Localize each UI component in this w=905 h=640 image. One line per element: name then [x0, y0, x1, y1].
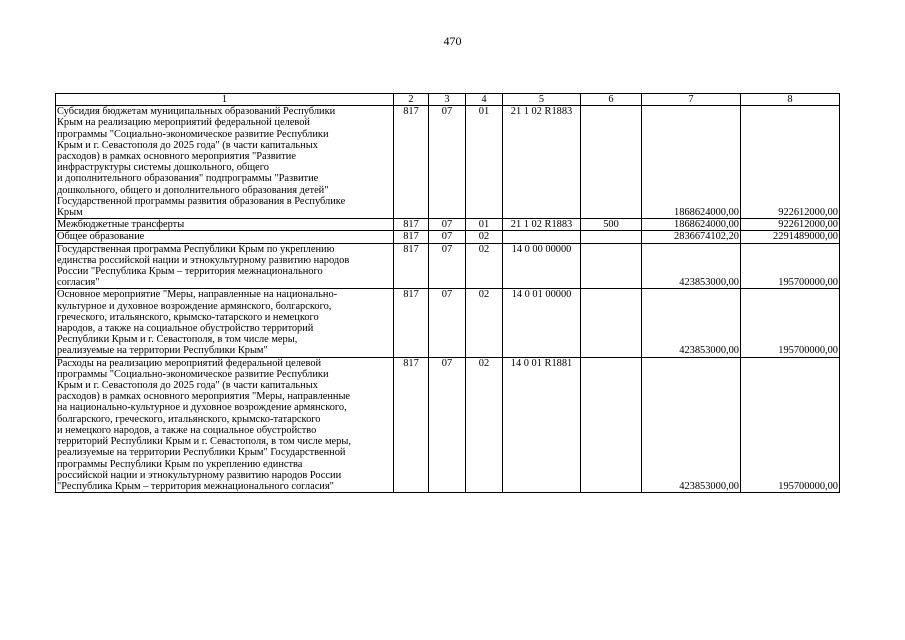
cell-ministry-code: 817: [394, 357, 429, 492]
cell-target-article: 14 0 01 00000: [503, 289, 581, 357]
column-header: 7: [642, 94, 741, 106]
row-description: [56, 106, 394, 219]
table-row: [56, 357, 840, 492]
cell-amount-year-1: 2836674102,20: [642, 231, 741, 243]
description-line: территорий Республики Крым и г. Севастополя, в том числе меры,: [57, 436, 351, 448]
cell-amount-year-1: 1868624000,00: [642, 219, 741, 231]
description-line: реализуемые на территории Республики Крым": [57, 345, 268, 357]
cell-amount-year-2: 195700000,00: [741, 243, 840, 289]
row-description: [56, 231, 394, 243]
description-line: греческого, итальянского, крымско-татарского и немецкого: [57, 311, 319, 323]
cell-section: 07: [429, 357, 466, 492]
description-line: Государственной программы развития образования в Республике: [57, 195, 346, 207]
description-line: и немецкого народов, а также на социальное обустройство: [57, 424, 317, 436]
cell-amount-year-1: 423853000,00: [642, 243, 741, 289]
cell-subsection: 02: [466, 357, 503, 492]
cell-target-article: 21 1 02 R1883: [503, 219, 581, 231]
description-line: расходов) в рамках основного мероприятия "Развитие: [57, 151, 296, 163]
description-line: Расходы на реализацию мероприятий федеральной целевой: [57, 357, 322, 369]
description-line: единства российской нации и этнокультурному развитию народов: [57, 254, 350, 266]
description-line: Основное мероприятие "Меры, направленные на национально-: [57, 289, 338, 301]
description-line: программы "Социально-экономическое развитие Республики: [57, 128, 329, 140]
cell-ministry-code: 817: [394, 231, 429, 243]
cell-subsection: 01: [466, 219, 503, 231]
column-header: 2: [394, 94, 429, 106]
cell-subsection: 02: [466, 289, 503, 357]
row-description: [56, 219, 394, 231]
cell-expense-type: 500: [581, 219, 642, 231]
column-header: 4: [466, 94, 503, 106]
row-description: [56, 289, 394, 357]
table-row: [56, 219, 840, 231]
cell-amount-year-2: 195700000,00: [741, 357, 840, 492]
cell-expense-type: [581, 231, 642, 243]
description-line: народов, а также на социальное обустройство территорий: [57, 323, 314, 335]
description-line: Межбюджетные трансферты: [57, 219, 185, 231]
description-line: Республики Крым и г. Севастополя, в том числе меры,: [57, 334, 298, 346]
cell-subsection: 02: [466, 243, 503, 289]
description-line: России "Республика Крым – территория межнационального: [57, 266, 323, 278]
cell-section: 07: [429, 219, 466, 231]
description-line: культурное и духовное возрождение армянского, болгарского,: [57, 300, 332, 312]
cell-expense-type: [581, 289, 642, 357]
cell-ministry-code: 817: [394, 219, 429, 231]
cell-expense-type: [581, 357, 642, 492]
cell-ministry-code: 817: [394, 243, 429, 289]
page-number: 470: [443, 34, 462, 48]
table-row: [56, 231, 840, 243]
cell-amount-year-1: 423853000,00: [642, 357, 741, 492]
description-line: расходов) в рамках основного мероприятия "Меры, направленные: [57, 391, 351, 403]
description-line: реализуемые на территории Республики Крым" Государственной: [57, 447, 346, 459]
description-line: дошкольного, общего и дополнительного образования детей": [57, 184, 329, 196]
description-line: "Республика Крым – территория межнационального согласия": [57, 480, 334, 492]
cell-ministry-code: 817: [394, 106, 429, 219]
column-header: 5: [503, 94, 581, 106]
description-line: российской нации и этнокультурному развитию народов России: [57, 469, 342, 481]
description-line: программы Республики Крым по укреплению единства: [57, 458, 303, 470]
column-header: 6: [581, 94, 642, 106]
cell-target-article: 21 1 02 R1883: [503, 106, 581, 219]
cell-target-article: 14 0 00 00000: [503, 243, 581, 289]
cell-target-article: 14 0 01 R1881: [503, 357, 581, 492]
table-header-row: [56, 94, 840, 106]
table-row: [56, 289, 840, 357]
description-line: Крым и г. Севастополя до 2025 года" (в части капитальных: [57, 139, 318, 151]
description-line: на национально-культурное и духовное возрождение армянского,: [57, 402, 347, 414]
cell-ministry-code: 817: [394, 289, 429, 357]
description-line: программы "Социально-экономическое развитие Республики: [57, 368, 329, 380]
table-row: [56, 106, 840, 219]
cell-subsection: 01: [466, 106, 503, 219]
row-description: [56, 243, 394, 289]
cell-section: 07: [429, 231, 466, 243]
description-line: согласия": [57, 277, 100, 289]
cell-section: 07: [429, 243, 466, 289]
cell-section: 07: [429, 289, 466, 357]
cell-amount-year-2: 922612000,00: [741, 106, 840, 219]
description-line: Общее образование: [57, 231, 145, 243]
description-line: Крым и г. Севастополя до 2025 года" (в части капитальных: [57, 380, 318, 392]
table-row: [56, 243, 840, 289]
cell-target-article: [503, 231, 581, 243]
budget-table: [55, 93, 840, 493]
description-line: Крым на реализацию мероприятий федеральной целевой: [57, 117, 310, 129]
description-line: Государственная программа Республики Крым по укреплению: [57, 243, 335, 255]
cell-section: 07: [429, 106, 466, 219]
column-header: 3: [429, 94, 466, 106]
cell-amount-year-1: 423853000,00: [642, 289, 741, 357]
description-line: инфраструктуры системы дошкольного, общего: [57, 162, 269, 174]
column-header: 1: [56, 94, 394, 106]
row-description: [56, 357, 394, 492]
cell-subsection: 02: [466, 231, 503, 243]
cell-expense-type: [581, 106, 642, 219]
description-line: болгарского, греческого, итальянского, крымско-татарского: [57, 413, 321, 425]
cell-amount-year-1: 1868624000,00: [642, 106, 741, 219]
description-line: Субсидия бюджетам муниципальных образований Республики: [57, 106, 336, 118]
cell-amount-year-2: 2291489000,00: [741, 231, 840, 243]
cell-amount-year-2: 922612000,00: [741, 219, 840, 231]
column-header: 8: [741, 94, 840, 106]
description-line: и дополнительного образования" подпрограммы "Развитие: [57, 173, 319, 185]
cell-expense-type: [581, 243, 642, 289]
description-line: Крым: [57, 207, 83, 219]
cell-amount-year-2: 195700000,00: [741, 289, 840, 357]
